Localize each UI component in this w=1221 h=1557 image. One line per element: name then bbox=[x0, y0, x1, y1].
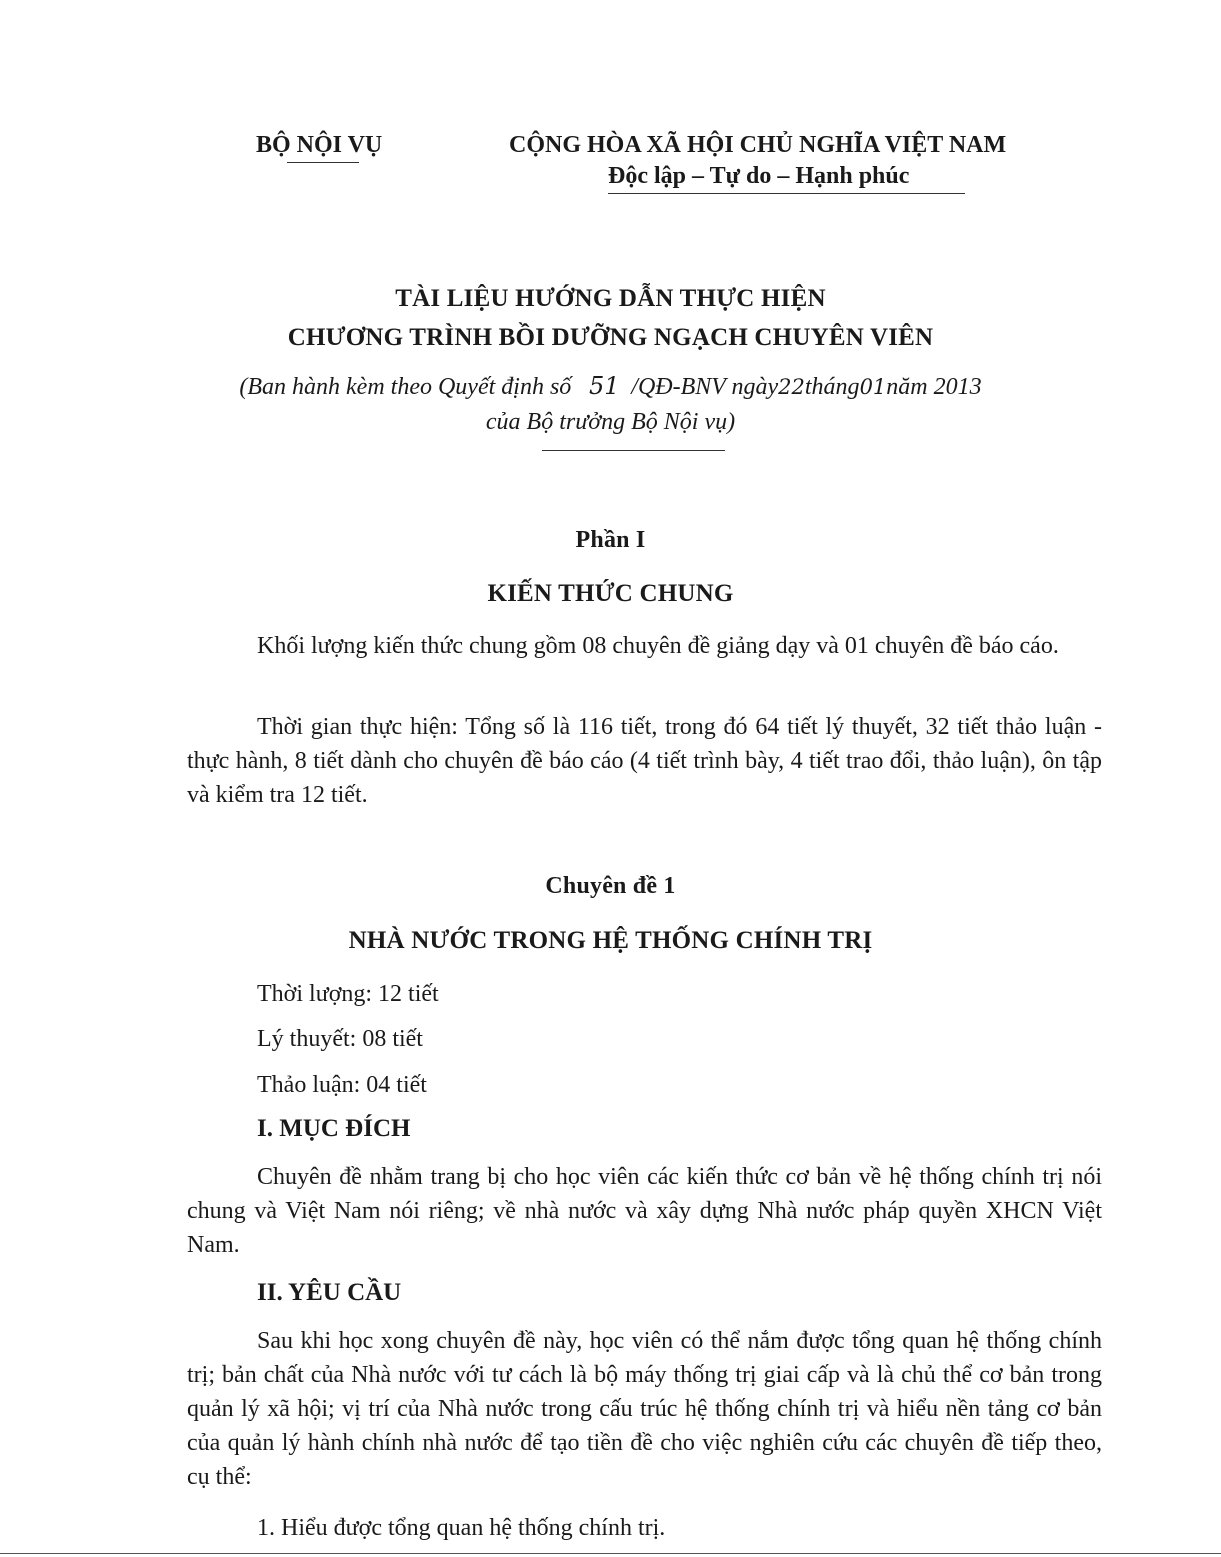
issued-underline bbox=[542, 450, 725, 451]
issued-text-a: (Ban hành kèm theo Quyết định số bbox=[239, 374, 572, 400]
topic-label: Chuyên đề 1 bbox=[545, 873, 676, 899]
part-paragraph-2: Thời gian thực hiện: Tổng số là 116 tiết, trong đó 64 tiết lý thuyết, 32 tiết thảo luận - thực hành, 8 tiết dành cho chuyên đề báo cáo (4 tiết trình bày, 4 tiết trao đổi, thảo luận), ôn tập và kiểm tra 12 tiết. bbox=[187, 714, 1102, 808]
motto-underline bbox=[608, 193, 965, 194]
topic-theory: Lý thuyết: 08 tiết bbox=[257, 1026, 423, 1052]
doc-title-line2: CHƯƠNG TRÌNH BỒI DƯỠNG NGẠCH CHUYÊN VIÊN bbox=[287, 324, 934, 351]
motto: Độc lập – Tự do – Hạnh phúc bbox=[608, 163, 910, 189]
topic-title: NHÀ NƯỚC TRONG HỆ THỐNG CHÍNH TRỊ bbox=[348, 927, 873, 954]
issued-line2: của Bộ trưởng Bộ Nội vụ) bbox=[485, 409, 736, 435]
section-2-text: Sau khi học xong chuyên đề này, học viên có thể nắm được tổng quan hệ thống chính trị; bản chất của Nhà nước với tư cách là bộ máy thống trị giai cấp và là chủ thể cơ bản trong quản lý xã hội; vị trí của Nhà nước trong cấu trúc hệ thống chính trị và hiểu nền tảng cơ bản của quản lý hành chính nhà nước để tạo tiền đề cho việc nghiên cứu các chuyên đề tiếp theo, cụ thể: bbox=[187, 1328, 1102, 1490]
topic-discussion: Thảo luận: 04 tiết bbox=[257, 1072, 427, 1098]
handwritten-month: 01 bbox=[859, 375, 887, 399]
ministry-underline bbox=[287, 162, 359, 163]
section-1-title: I. MỤC ĐÍCH bbox=[257, 1115, 411, 1142]
issued-text-b: /QĐ-BNV ngày bbox=[631, 374, 779, 400]
issued-text-d: năm 2013 bbox=[886, 374, 982, 400]
issued-text-c: tháng bbox=[804, 374, 860, 400]
handwritten-day: 22 bbox=[778, 375, 805, 399]
list-item-1: 1. Hiểu được tổng quan hệ thống chính trị. bbox=[257, 1515, 666, 1541]
section-1-text: Chuyên đề nhằm trang bị cho học viên các kiến thức cơ bản về hệ thống chính trị nói chung và Việt Nam nói riêng; về nhà nước và xây dựng Nhà nước pháp quyền XHCN Việt Nam. bbox=[187, 1164, 1102, 1258]
ministry-name: BỘ NỘI VỤ bbox=[256, 132, 383, 158]
topic-duration: Thời lượng: 12 tiết bbox=[257, 981, 439, 1007]
part-label: Phần I bbox=[575, 527, 646, 553]
country-name: CỘNG HÒA XÃ HỘI CHỦ NGHĨA VIỆT NAM bbox=[509, 132, 1007, 158]
handwritten-number: 51 bbox=[589, 372, 620, 400]
section-2-title: II. YÊU CẦU bbox=[257, 1279, 402, 1306]
page-bottom-edge bbox=[0, 1553, 1221, 1554]
doc-title-line1: TÀI LIỆU HƯỚNG DẪN THỰC HIỆN bbox=[395, 285, 826, 312]
part-paragraph-1: Khối lượng kiến thức chung gồm 08 chuyên đề giảng dạy và 01 chuyên đề báo cáo. bbox=[257, 633, 1059, 659]
part-title: KIẾN THỨC CHUNG bbox=[487, 580, 734, 607]
issued-line1 bbox=[0, 372, 1221, 401]
